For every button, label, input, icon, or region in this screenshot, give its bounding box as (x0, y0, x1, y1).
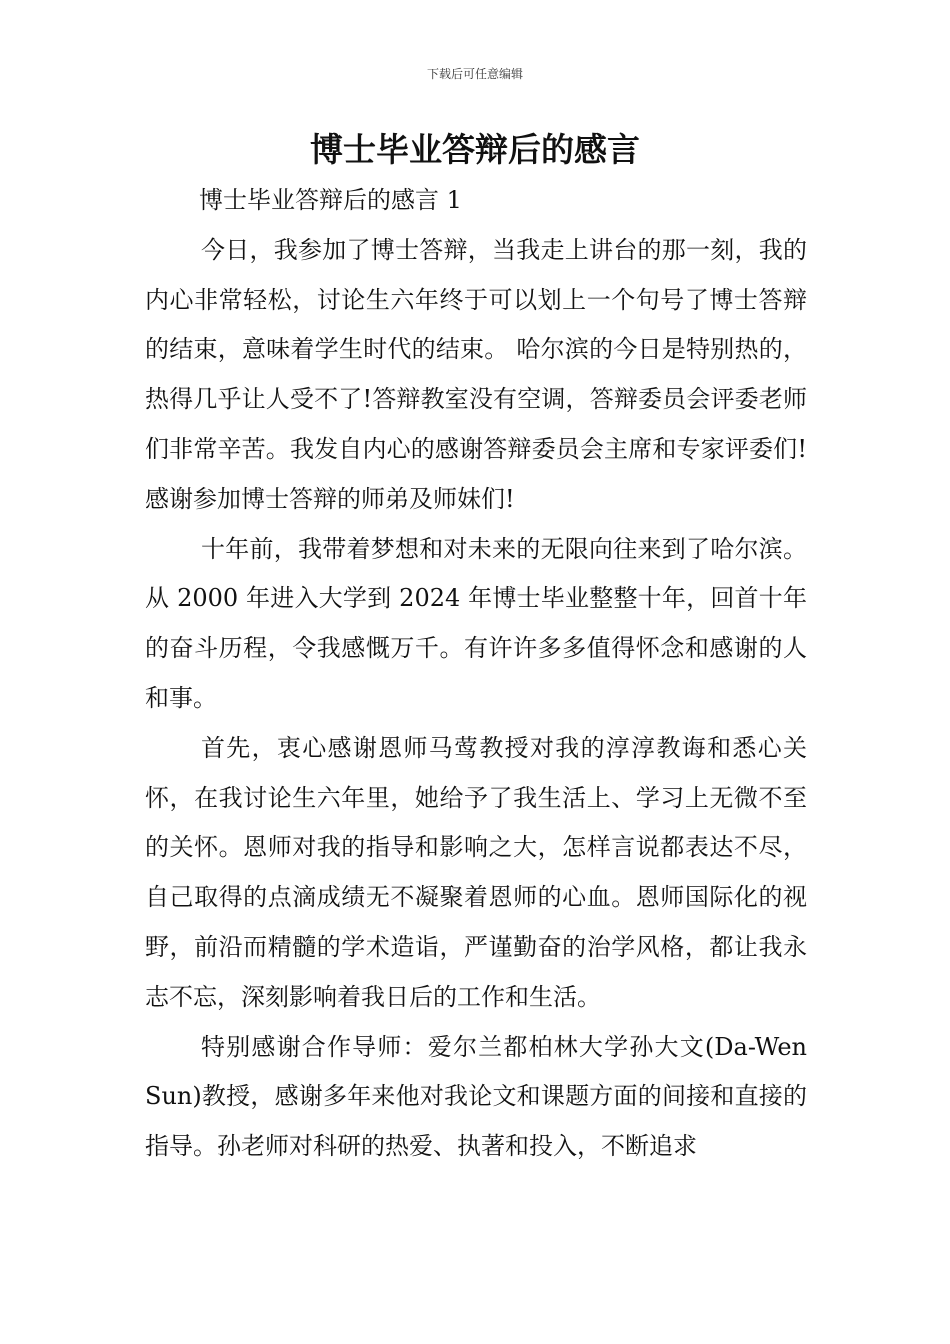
document-title: 博士毕业答辩后的感言 (310, 130, 640, 169)
paragraph-1: 今日，我参加了博士答辩，当我走上讲台的那一刻，我的内心非常轻松，讨论生六年终于可以划上一个句号了博士答辩的结束，意味着学生时代的结束。 哈尔滨的今日是特别热的，热得几乎让人受不了!答辩教室没有空调，答辩委员会评委老师们非常辛苦。我发自内心的感谢答辩委员会主席和专家评委们!感谢参加博士答辩的师弟及师妹们! (145, 235, 807, 513)
header-note: 下载后可任意编辑 (426, 67, 523, 81)
paragraph-2: 十年前，我带着梦想和对未来的无限向往来到了哈尔滨。从 2000 年进入大学到 2024 年博士毕业整整十年，回首十年的奋斗历程，令我感慨万千。有许许多多值得怀念和感谢的人和事。 (145, 534, 807, 712)
section-subheading: 博士毕业答辩后的感言 1 (199, 186, 462, 214)
paragraph-3: 首先，衷心感谢恩师马莺教授对我的淳淳教诲和悉心关怀，在我讨论生六年里，她给予了我生活上、学习上无微不至的关怀。恩师对我的指导和影响之大，怎样言说都表达不尽，自己取得的点滴成绩无不凝聚着恩师的心血。恩师国际化的视野，前沿而精髓的学术造诣，严谨勤奋的治学风格，都让我永志不忘，深刻影响着我日后的工作和生活。 (145, 733, 807, 1011)
paragraph-4: 特别感谢合作导师：爱尔兰都柏林大学孙大文(Da-Wen Sun)教授，感谢多年来他对我论文和课题方面的间接和直接的指导。孙老师对科研的热爱、执著和投入，不断追求 (145, 1032, 807, 1161)
document-body (145, 176, 807, 1172)
